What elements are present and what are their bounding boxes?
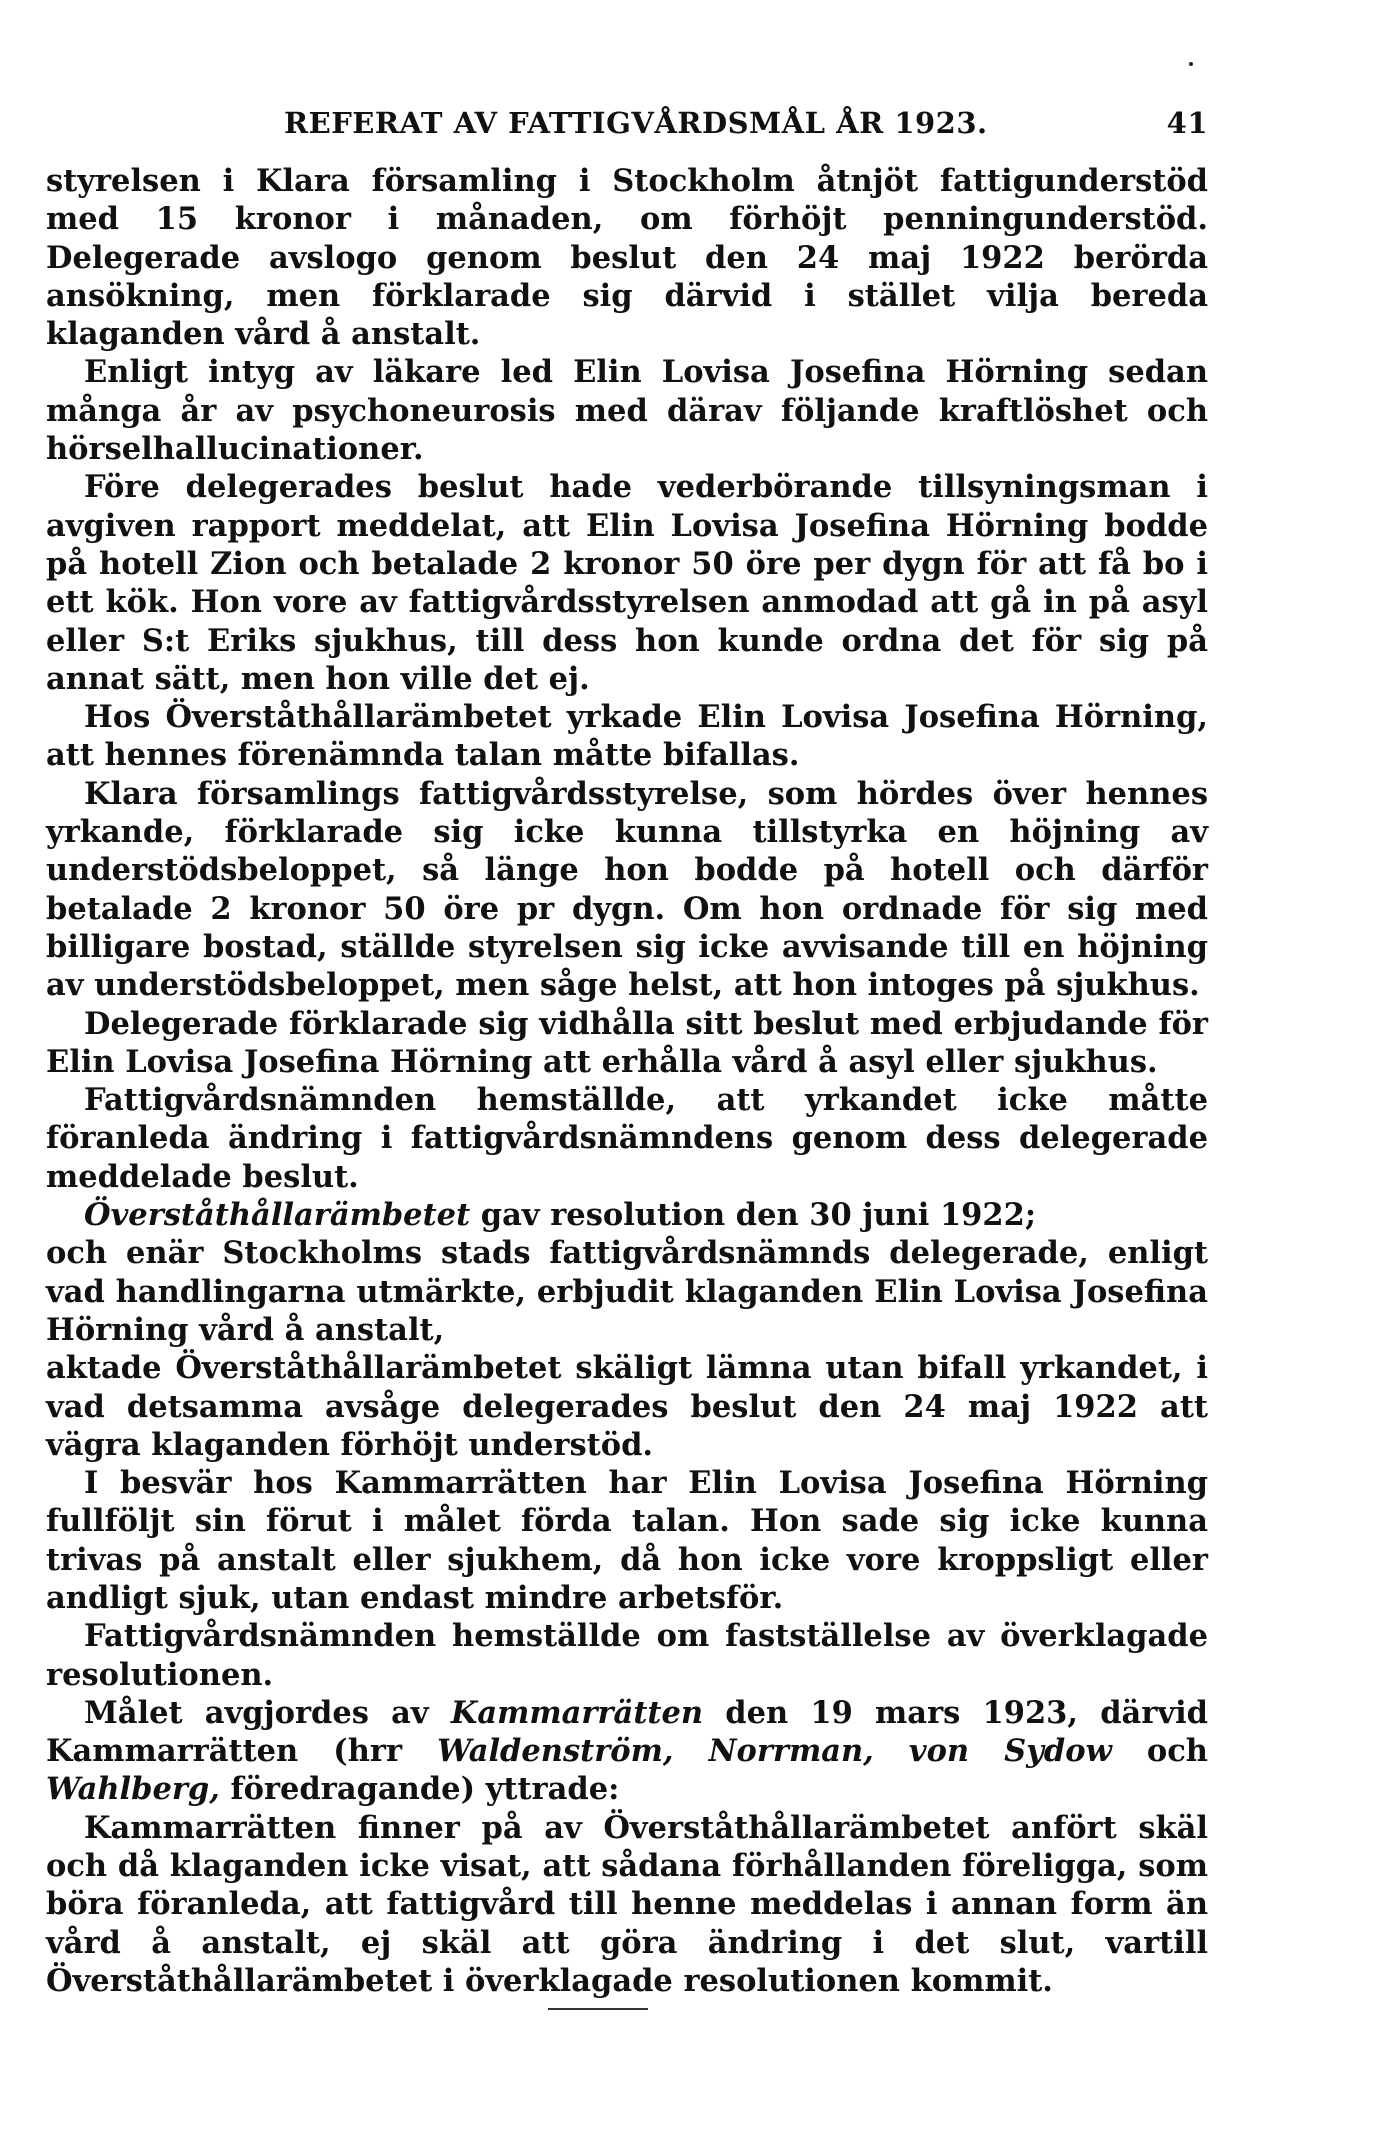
paragraph: aktade Överståthållarämbetet skäligt lämna utan bifall yrkandet, i vad detsamma avsåge delegerades beslut den 24 maj 1922 att vägra klaganden förhöjt understöd. (46, 1350, 1208, 1463)
paragraph (46, 1694, 1208, 1809)
paragraph: Hos Överståthållarämbetet yrkade Elin Lovisa Josefina Hörning, att hennes förenämnda talan måtte bifallas. (46, 699, 1208, 774)
paragraph: Kammarrätten finner på av Överståthållarämbetet anfört skäl och då klaganden icke visat, att sådana förhållanden föreligga, som böra föranleda, att fattigvård till henne meddelas i annan form än vård å anstalt, ej skäl att göra ändring i det slut, vartill Överståthållarämbetet i överklagade resolutionen kommit. (46, 1809, 1208, 1999)
page-speck (1189, 62, 1193, 66)
header-title: REFERAT AV FATTIGVÅRDSMÅL ÅR 1923. (284, 106, 988, 140)
paragraph (46, 1196, 1208, 1234)
paragraph-text: föredragande) yttrade: (219, 1771, 620, 1808)
paragraph: I besvär hos Kammarrätten har Elin Lovisa Josefina Hörning fullföljt sin förut i målet förda talan. Hon sade sig icke kunna trivas på anstalt eller sjukhem, då hon icke vore kroppsligt eller andligt sjuk, utan endast mindre arbetsför. (46, 1465, 1208, 1616)
paragraph-text: och (1111, 1733, 1208, 1770)
paragraph: styrelsen i Klara församling i Stockholm åtnjöt fattigunderstöd med 15 kronor i månaden, om förhöjt penningunderstöd. Delegerade avslogo genom beslut den 24 maj 1922 berörda ansökning, men förklarade sig därvid i stället vilja bereda klaganden vård å anstalt. (46, 163, 1208, 353)
paragraph: och enär Stockholms stads fattigvårdsnämnds delegerade, enligt vad handlingarna utmärkte, erbjudit klaganden Elin Lovisa Josefina Hörning vård å anstalt, (46, 1235, 1208, 1348)
body-text (46, 162, 1208, 2000)
paragraph: Klara församlings fattigvårdsstyrelse, som hördes över hennes yrkande, förklarade sig icke kunna tillstyrka en höjning av understödsbeloppet, så länge hon bodde på hotell och därför betalade 2 kronor 50 öre pr dygn. Om hon ordnade för sig med billigare bostad, ställde styrelsen sig icke avvisande till en höjning av understödsbeloppet, men såge helst, att hon intoges på sjukhus. (46, 775, 1208, 1004)
paragraph-text: Målet avgjordes av (84, 1694, 451, 1731)
italic-rapporteur: Wahlberg, (46, 1771, 220, 1808)
paragraph-text: den 19 mars 1923, därvid Kammarrätten (hrr (46, 1694, 1208, 1770)
paragraph: Enligt intyg av läkare led Elin Lovisa Josefina Hörning sedan många år av psychoneurosis med därav följande kraftlöshet och hörselhallucinationer. (46, 354, 1208, 468)
italic-authority: Överståthållarämbetet (84, 1197, 471, 1234)
section-end-rule (548, 2008, 648, 2010)
paragraph: Delegerade förklarade sig vidhålla sitt beslut med erbjudande för Elin Lovisa Josefina Hörning att erhålla vård å asyl eller sjukhus. (46, 1005, 1208, 1080)
paragraph-text: gav resolution den 30 juni 1922; (470, 1197, 1037, 1234)
paragraph: Fattigvårdsnämnden hemställde om fastställelse av överklagade resolutionen. (46, 1618, 1208, 1693)
page-number: 41 (1166, 106, 1208, 140)
paragraph: Före delegerades beslut hade vederbörande tillsyningsman i avgiven rapport meddelat, att Elin Lovisa Josefina Hörning bodde på hotell Zion och betalade 2 kronor 50 öre per dygn för att få bo i ett kök. Hon vore av fattigvårdsstyrelsen anmodad att gå in på asyl eller S:t Eriks sjukhus, till dess hon kunde ordna det för sig på annat sätt, men hon ville det ej. (46, 469, 1208, 697)
italic-judges: Waldenström, Norrman, von Sydow (437, 1733, 1112, 1770)
running-header (46, 106, 1208, 146)
paragraph: Fattigvårdsnämnden hemställde, att yrkandet icke måtte föranleda ändring i fattigvårdsnämndens genom dess delegerade meddelade beslut. (46, 1082, 1208, 1195)
italic-court: Kammarrätten (450, 1694, 704, 1731)
document-page (46, 106, 1208, 2000)
